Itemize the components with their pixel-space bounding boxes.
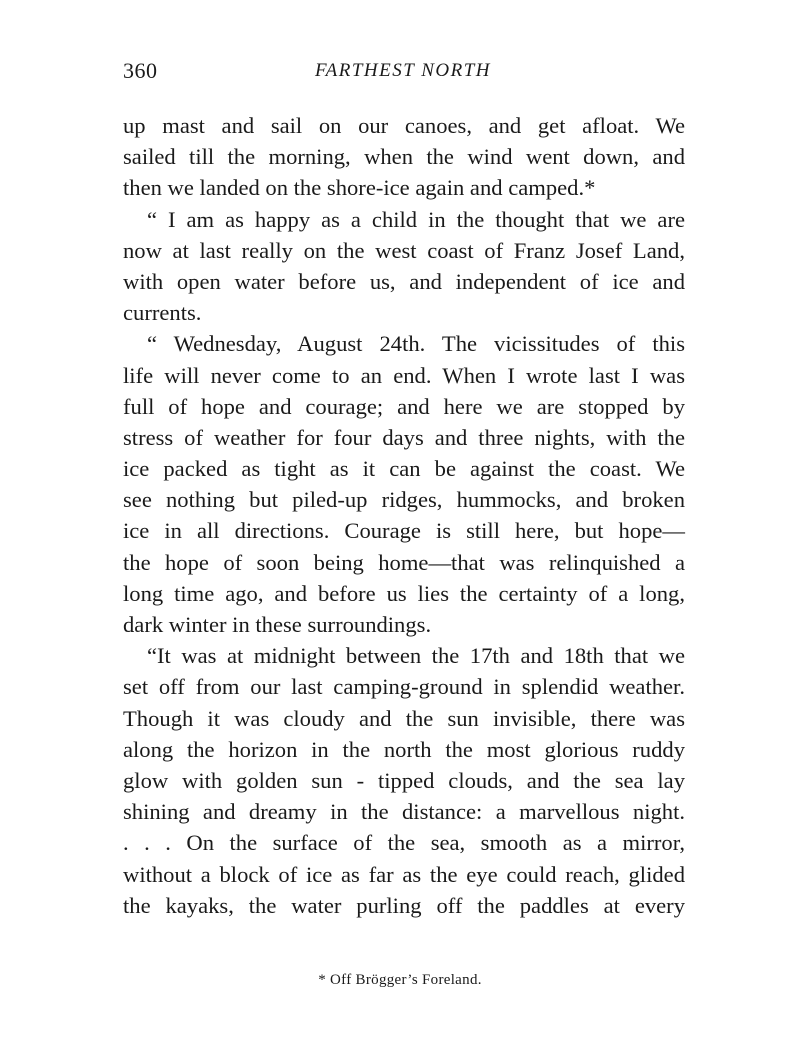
text-line: now at last really on the west coast of Franz Josef Land, — [123, 237, 685, 263]
text-line: ice in all directions. Courage is still here, but hope— — [123, 518, 685, 544]
text-line: up mast and sail on our canoes, and get afloat. We — [123, 113, 685, 138]
text-line: set off from our last camping-ground in splendid weather. — [123, 674, 685, 700]
text-line: full of hope and courage; and here we are stopped by — [123, 393, 685, 419]
text-line: without a block of ice as far as the eye could reach, glided — [123, 861, 685, 887]
text-line: the kayaks, the water purling off the paddles at every — [123, 892, 685, 918]
text-line: “ Wednesday, August 24th. The vicissitudes of this — [147, 331, 685, 357]
text-line: . . . On the surface of the sea, smooth as a mirror, — [123, 830, 685, 856]
text-line: stress of weather for four days and three nights, with the — [123, 424, 685, 450]
text-line: currents. — [123, 300, 202, 326]
text-line: along the horizon in the north the most glorious ruddy — [123, 736, 685, 762]
text-line: sailed till the morning, when the wind went down, and — [123, 144, 685, 170]
text-line: with open water before us, and independent of ice and — [123, 268, 685, 294]
text-line: long time ago, and before us lies the certainty of a long, — [123, 580, 685, 606]
page-header — [123, 58, 683, 88]
text-line: life will never come to an end. When I wrote last I was — [123, 362, 685, 388]
footnote: * Off Brögger’s Foreland. — [318, 972, 482, 988]
text-line: ice packed as tight as it can be against the coast. We — [123, 456, 685, 482]
text-line: the hope of soon being home—that was relinquished a — [123, 549, 685, 575]
body-text — [123, 110, 685, 921]
text-line: “ I am as happy as a child in the thought that we are — [147, 206, 685, 232]
text-line: see nothing but piled-up ridges, hummocks, and broken — [123, 487, 685, 513]
text-line: Though it was cloudy and the sun invisible, there was — [123, 705, 685, 731]
text-line: “It was at midnight between the 17th and 18th that we — [147, 643, 685, 669]
text-line: dark winter in these surroundings. — [123, 612, 432, 637]
page-number: 360 — [123, 58, 158, 83]
text-line: glow with golden sun - tipped clouds, and the sea lay — [123, 767, 685, 793]
text-line: then we landed on the shore-ice again and camped.* — [123, 175, 596, 201]
running-title: FARTHEST NORTH — [314, 60, 492, 81]
text-line: shining and dreamy in the distance: a marvellous night. — [123, 799, 685, 825]
